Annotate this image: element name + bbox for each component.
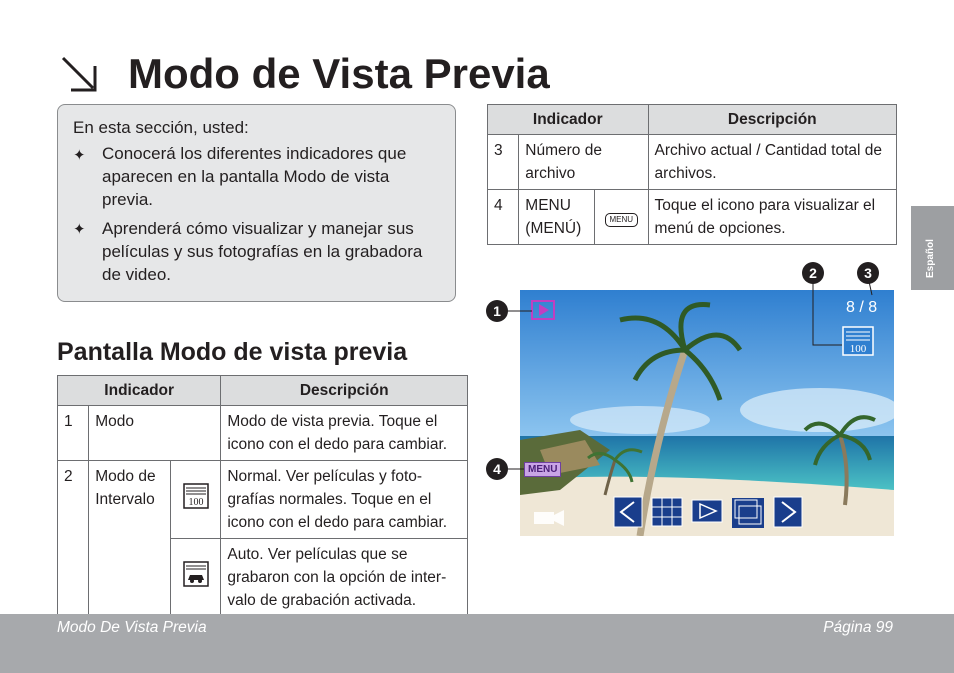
page-title: Modo de Vista Previa [128,50,550,97]
menu-icon: MENU [605,213,639,227]
section-title: Pantalla Modo de vista previa [57,338,408,366]
row-indicator: MENU (MENÚ) [519,190,595,245]
intro-item: Aprenderá cómo visualizar y manejar sus películas y sus fotografías en la grabadora de video. [102,219,423,284]
intro-lead: En esta sección, usted: [73,118,249,137]
row-indicator: Modo de Intervalo [89,461,171,617]
callout-2: 2 [802,262,824,284]
table-header-row [58,376,468,406]
table-row [58,461,468,539]
row-number: 3 [488,135,519,190]
row-description: Toque el icono para visualizar el menú de opciones. [648,190,896,245]
intro-box [57,104,456,302]
language-tab-label: Español [925,239,936,278]
svg-text:100: 100 [188,497,204,508]
row-number: 1 [58,406,89,461]
file-counter: 8 / 8 [846,299,878,316]
callout-1: 1 [486,300,508,322]
interval-auto-cell [170,539,220,617]
diagonal-arrow-icon [57,52,101,96]
row-description: Archivo actual / Cantidad total de archivos. [648,135,896,190]
header-indicator: Indicador [488,105,649,135]
row-indicator: Modo [89,406,221,461]
language-tab [911,206,954,290]
intro-item: Conocerá los diferentes indicadores que aparecen en la pantalla Modo de vista previa. [102,144,407,209]
header-description: Descripción [648,105,896,135]
header-description: Descripción [221,376,468,406]
indicator-table-right [487,104,897,245]
header-indicator: Indicador [58,376,221,406]
star-bullet-icon: ✦ [73,147,86,164]
callout-lines [480,255,900,485]
indicator-table-left [57,375,468,617]
table-row [58,406,468,461]
row-description: Auto. Ver películas que se grabaron con la opción de intervalo de grabación activada. [221,539,468,617]
footer-section: Modo De Vista Previa [57,619,207,636]
car-icon [183,561,209,587]
callout-3: 3 [857,262,879,284]
table-row [488,135,897,190]
table-row [488,190,897,245]
row-description: Normal. Ver películas y fotografías normales. Toque en el icono con el dedo para cambiar. [221,461,468,539]
menu-icon-cell [595,190,649,245]
table-header-row [488,105,897,135]
menu-button[interactable]: MENU [524,462,561,477]
row-description: Modo de vista previa. Toque el icono con el dedo para cambiar. [221,406,468,461]
row-indicator: Número de archivo [519,135,648,190]
star-bullet-icon: ✦ [73,221,86,238]
row-number: 2 [58,461,89,617]
interval-100-label: 100 [849,343,867,355]
interval-100-icon [183,483,209,509]
interval-normal-cell [170,461,220,539]
callout-4: 4 [486,458,508,480]
row-number: 4 [488,190,519,245]
footer-page-number: Página 99 [823,619,893,636]
